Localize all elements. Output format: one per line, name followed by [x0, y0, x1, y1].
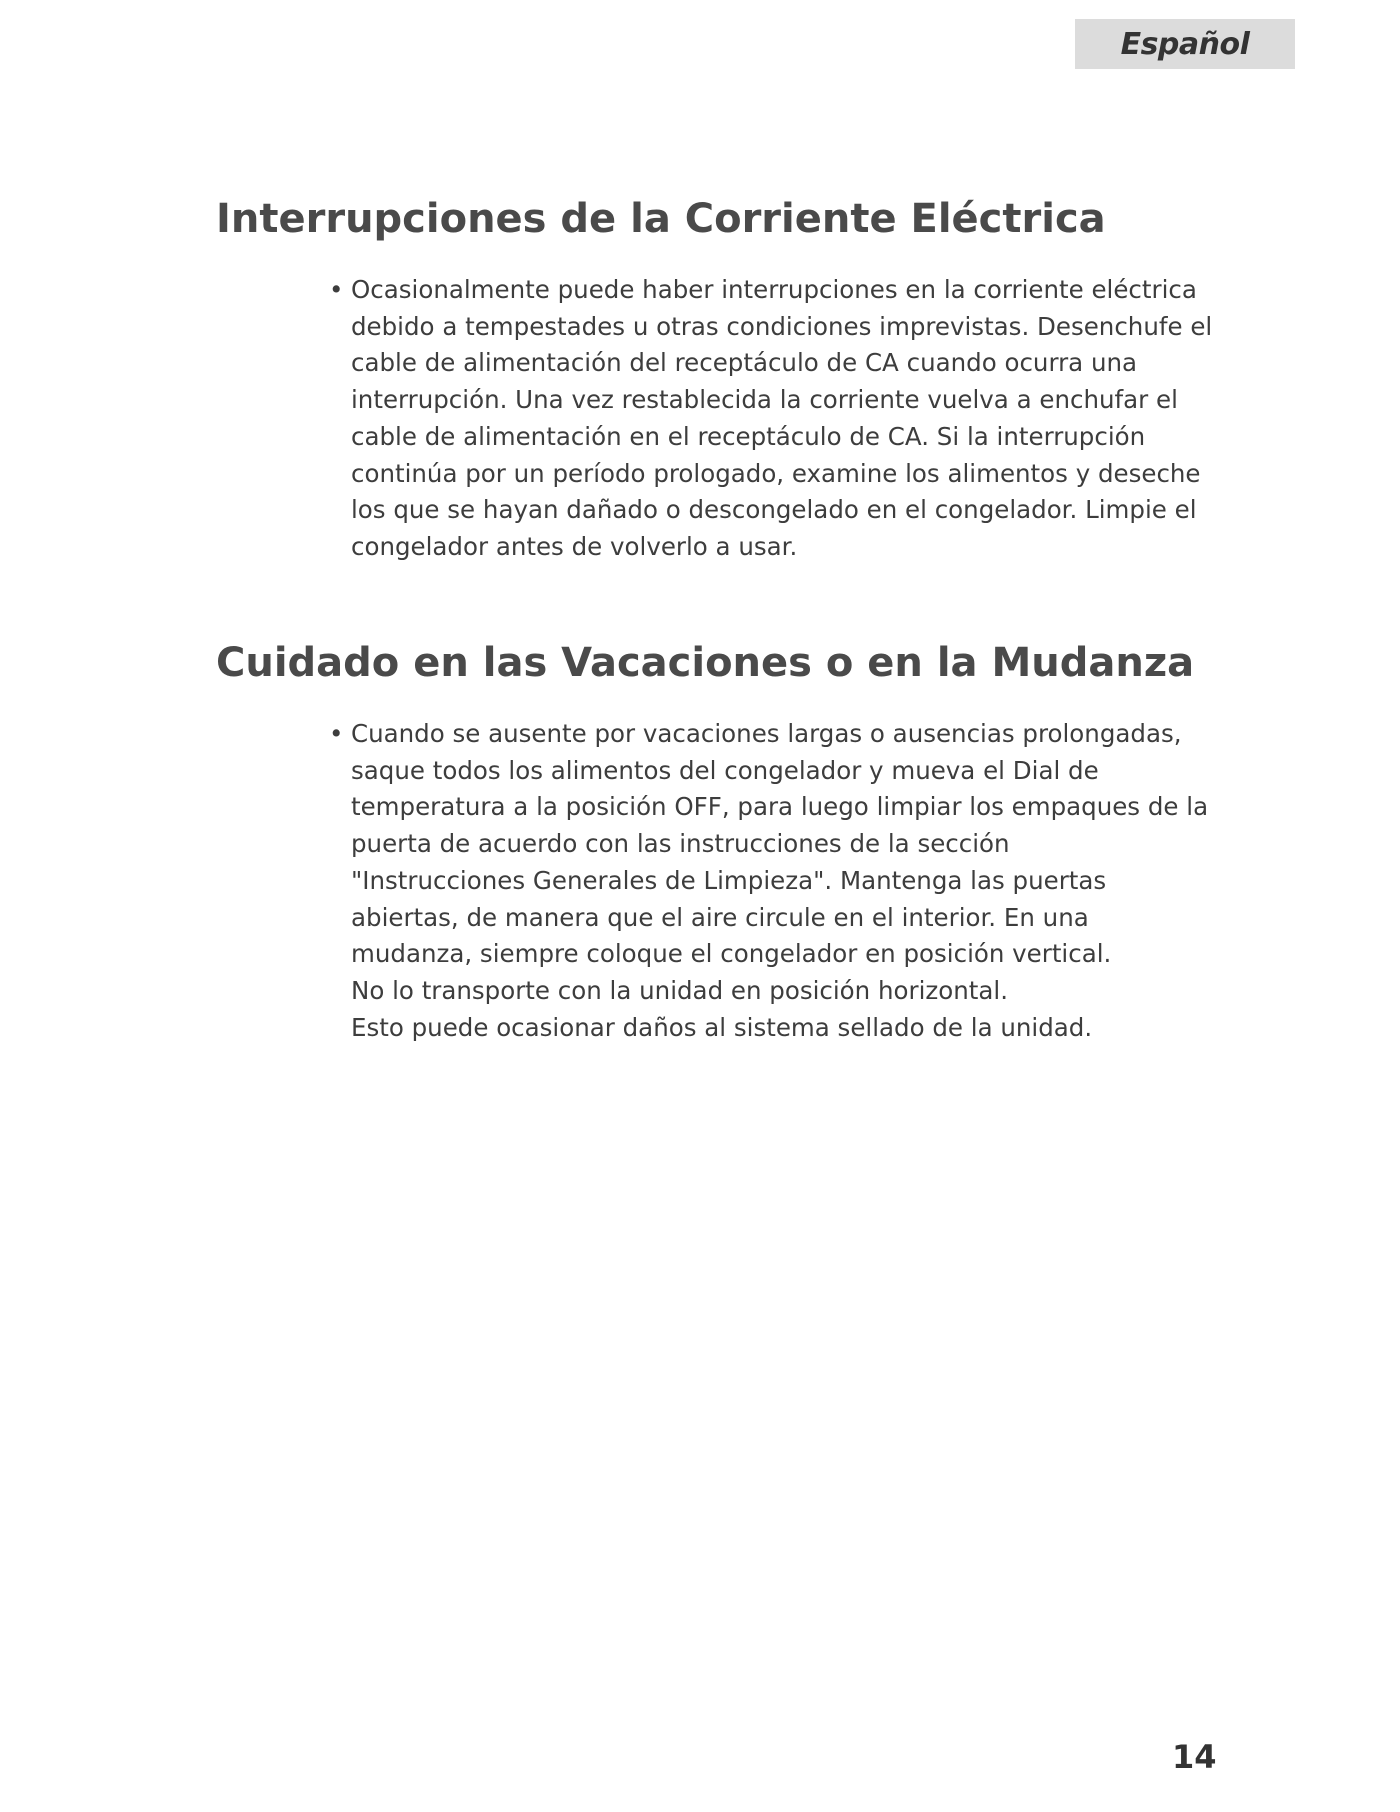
text-line: Esto puede ocasionar daños al sistema sellado de la unidad. — [351, 1012, 1093, 1042]
text-line: abiertas, de manera que el aire circule en el interior. En una — [351, 902, 1089, 932]
section-title-vacation-moving: Cuidado en las Vacaciones o en la Mudanza — [216, 640, 1195, 686]
bullet-icon: • — [329, 275, 344, 304]
text-line: cable de alimentación en el receptáculo de CA. Si la interrupción — [351, 421, 1146, 451]
text-line: mudanza, siempre coloque el congelador en posición vertical. — [351, 939, 1112, 969]
text-line: Cuando se ausente por vacaciones largas o ausencias prolongadas, — [351, 719, 1182, 748]
text-line: Ocasionalmente puede haber interrupciones en la corriente eléctrica — [351, 275, 1197, 304]
bullet-text — [351, 716, 1209, 1046]
text-line: temperatura a la posición OFF, para luego limpiar los empaques de la — [351, 792, 1209, 822]
bullet-power-outage — [329, 272, 1213, 566]
language-tab — [1075, 19, 1295, 69]
text-line: puerta de acuerdo con las instrucciones de la sección — [351, 829, 1010, 859]
text-line: saque todos los alimentos del congelador y mueva el Dial de — [351, 755, 1099, 785]
section-title-power-outage: Interrupciones de la Corriente Eléctrica — [216, 196, 1106, 242]
text-line: continúa por un período prologado, examine los alimentos y deseche — [351, 458, 1201, 488]
text-line: No lo transporte con la unidad en posición horizontal. — [351, 975, 1008, 1005]
bullet-icon: • — [329, 719, 344, 748]
text-line: "Instrucciones Generales de Limpieza". Mantenga las puertas — [351, 865, 1107, 895]
text-line: congelador antes de volverlo a usar. — [351, 531, 798, 561]
bullet-vacation-moving — [329, 716, 1209, 1046]
text-line: los que se hayan dañado o descongelado en el congelador. Limpie el — [351, 495, 1197, 525]
text-line: interrupción. Una vez restablecida la corriente vuelva a enchufar el — [351, 385, 1178, 415]
language-label: Español — [1120, 26, 1250, 62]
text-line: cable de alimentación del receptáculo de CA cuando ocurra una — [351, 348, 1138, 378]
text-line: debido a tempestades u otras condiciones imprevistas. Desenchufe el — [351, 311, 1213, 341]
page-number: 14 — [1172, 1738, 1217, 1776]
bullet-text — [351, 272, 1213, 566]
